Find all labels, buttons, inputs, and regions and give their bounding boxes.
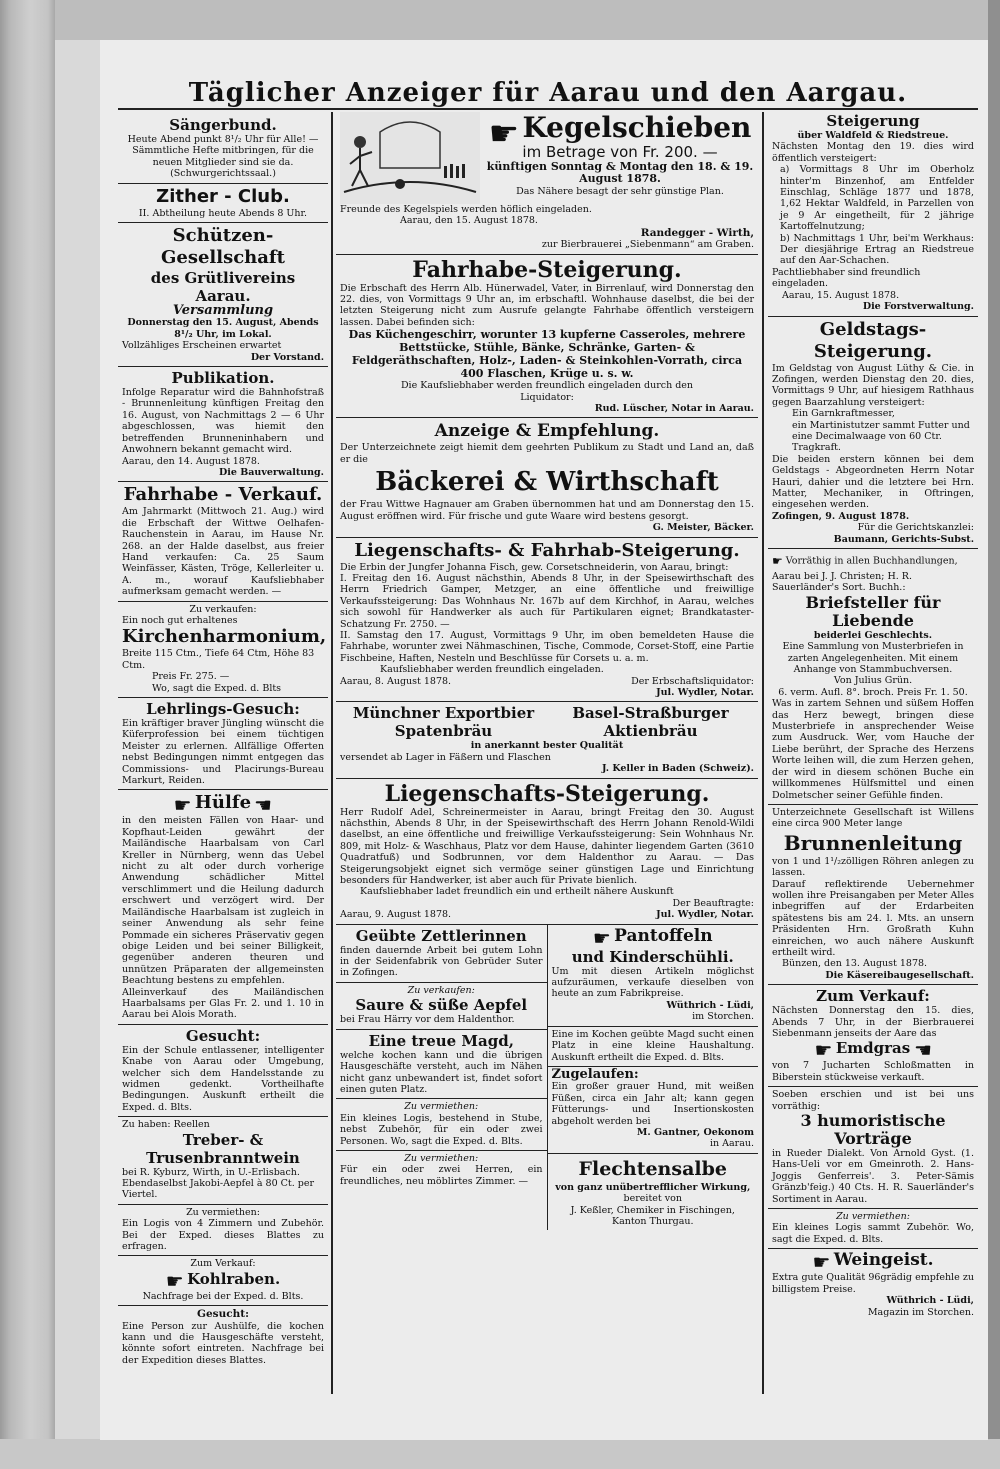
ad-title: Münchner Exportbier (352, 704, 535, 723)
ad-text: finden dauernde Arbeit bei gutem Lohn in der Seidenfabrik von Gebrüder Suter in Zofingen. (340, 944, 543, 979)
ad-title: Zugelaufen: (551, 1066, 639, 1082)
ad-zimmer (336, 1151, 547, 1190)
ad-text-row (772, 551, 974, 594)
ad-liegenschaft-steigerung (336, 779, 758, 925)
ad-text: Eine Person zur Aushülfe, die kochen kann und die Hausgeschäfte versteht, könnte sofort eintreten. Nachfrage bei der Expedition dieses Blattes. (122, 1320, 324, 1366)
ad-title: Zum Verkauf: (816, 987, 930, 1006)
ad-title-row (122, 792, 324, 818)
ad-text: II. Abtheilung heute Abends 8 Uhr. (138, 207, 308, 219)
ad-text: Heute Abend punkt 8¹/₂ Uhr für Alle! — Sämmtliche Hefte mitbringen, für die neuen Mitglieder sind sie da. (Schwurgerichtssaal.) (127, 134, 319, 180)
ad-text: Herr Rudolf Adel, Schreinermeister in Aarau, bringt Freitag den 30. August nächsthin, Abends 8 Uhr, in der Speisewirthschaft des Herrn Johann Renold-Wildi daselbst, an eine öffentliche und freiwillige Verkaufssteigerung: Sein Wohnhaus Nr. 809, mit Holz- & Waschhaus, Platz vor dem Hause, dahinter liegendem Garten (3610 Quadratfuß) und Sodbrunnen, vor dem Haldenthor zu Aarau. — Das Steigerungsobjekt eignet sich vermöge seiner günstigen Lage und Einrichtung besonders für Handwerker, ist aber auch für Private bienlich. (340, 806, 754, 887)
ad-text: Die beiden erstern können bei dem Geldstags - Abgeordneten Herrn Notar Hauri, dahier und die letztere bei Hrn. Matter, Mechaniker, in Oftringen, eingesehen werden. (772, 453, 974, 511)
ad-text: Nachfrage bei der Exped. d. Blts. (142, 1290, 304, 1302)
ad-title: Pantoffeln (614, 925, 713, 946)
ad-date: Aarau, den 15. August 1878. (400, 215, 538, 227)
ad-logis (118, 1205, 328, 1257)
ad-text: I. Freitag den 16. August nächsthin, Abends 8 Uhr, in der Speisewirthschaft des Herrn Friedrich Gamper, Metzger, an eine öffentliche und freiwillige Verkaufssteigerung: Das Wohnhaus Nr. 167b auf dem Kirchhof, in Aarau, welches sich sowohl für Handwerker als auch für Partikularen eignet; Brandkataster-Schatzung Fr. 2750. — (340, 572, 754, 630)
ad-lehrling (118, 698, 328, 790)
ad-price: Preis Fr. 275. — (152, 671, 230, 683)
ad-text: Alleinverkauf des Mailändischen Haarbalsams per Glas Fr. 2. und 1. 10 in Aarau bei Alois Morath. (122, 986, 324, 1021)
ad-treber (118, 1117, 328, 1205)
ad-signature: Jul. Wydler, Notar. (656, 686, 754, 698)
ad-text: Das Nähere besagt der sehr günstige Plan. (516, 185, 724, 197)
ad-text: von 1 und 1¹/₂zölligen Röhren anlegen zu lassen. (772, 855, 974, 879)
ad-zither (118, 184, 328, 223)
ad-text: Die Kaufsliebhaber werden freundlich eingeladen durch den (400, 380, 694, 392)
ad-text: Nächsten Donnerstag den 15. dies, Abends 7 Uhr, in der Bierbrauerei Siebenmann jenseits der Aare das (772, 1005, 974, 1039)
ad-title-row (122, 1270, 324, 1291)
ad-heading: Zu vermiethen: (186, 1206, 260, 1218)
ad-text: Eine im Kochen geübte Magd sucht einen Platz in eine kleine Haushaltung. Auskunft ertheilt die Exped. d. Blts. (551, 1028, 754, 1063)
ad-text: in anerkannt bester Qualität (470, 740, 624, 752)
ad-title: Basel-Straßburger (572, 704, 729, 723)
ad-subtitle: und Kinderschühli. (571, 947, 734, 966)
ad-heading: Zu verkaufen: (407, 984, 475, 996)
ad-title: Fahrhabe - Verkauf. (123, 484, 323, 506)
ad-footer (340, 909, 754, 920)
ad-title: Fahrhabe-Steigerung. (412, 256, 682, 283)
ad-signature: Kanton Thurgau. (611, 1215, 694, 1227)
ad-text: bei Frau Härry vor dem Haldenthor. (340, 1014, 515, 1026)
ad-briefsteller (768, 549, 978, 805)
ad-text: der Frau Wittwe Hagnauer am Graben übernommen hat und am Donnerstag den 15. August eröffnen wird. Für frische und gute Waare wird bestens gesorgt. (340, 499, 754, 522)
ad-waldfeld-steigerung (768, 110, 978, 317)
scan-margin-top (0, 0, 1000, 40)
bowling-illustration-icon (340, 112, 480, 204)
ad-title: 3 humoristische Vorträge (800, 1111, 946, 1149)
ad-text: Im Geldstag von August Lüthy & Cie. in Zofingen, werden Dienstag den 20. dies, Vormittags 9 Uhr, auf hiesigem Rathhaus gegen Baarzahlung versteigert: (772, 362, 974, 408)
ad-magd (336, 1030, 547, 1100)
ad-heading: Der Erbschaftsliquidator: (631, 675, 754, 687)
scan-binding-left (0, 0, 55, 1469)
ad-title: Lehrlings-Gesuch: (146, 700, 300, 718)
ad-item: Ein Garnkraftmesser, (792, 408, 895, 420)
ad-harmonium (118, 602, 328, 698)
ad-heading: Zum Verkauf: (190, 1258, 256, 1270)
ad-text: bei R. Kyburz, Wirth, in U.-Erlisbach. (122, 1166, 300, 1178)
ad-title: Steigerung (826, 112, 920, 130)
ad-date: Aarau, den 14. August 1878. (122, 455, 260, 467)
ad-text: Soeben erschien und ist bei uns vorräthig: (772, 1089, 974, 1112)
ad-magd-2 (548, 1027, 759, 1067)
ad-kohlraben (118, 1256, 328, 1306)
ad-subtitle: beiderlei Geschlechts. (813, 629, 933, 641)
scan-margin-right (988, 0, 1000, 1469)
ad-aepfel (336, 983, 547, 1030)
ad-heading: Zu haben: Reellen (122, 1119, 210, 1131)
ad-huelfe (118, 790, 328, 1024)
ad-title: Kohlraben. (187, 1269, 281, 1288)
scan-margin-bottom (0, 1439, 1000, 1469)
ad-geldstag (768, 317, 978, 550)
ad-item: b) Nachmittags 1 Uhr, bei'm Werkhaus: Der diesjährige Ertrag an Riedstreue auf den Aar-Schachen. (780, 232, 974, 267)
ad-signature: Der Vorstand. (250, 351, 324, 363)
ad-publikation (118, 367, 328, 482)
ad-emdgras (768, 985, 978, 1087)
ad-signature: Randegger - Wirth, (640, 226, 754, 239)
ad-signature: Die Forstverwaltung. (862, 301, 974, 313)
ad-heading: Für die Gerichtskanzlei: (857, 522, 974, 534)
ad-grid-bottom (336, 925, 758, 1231)
ad-signature: Baumann, Gerichts-Subst. (833, 533, 974, 545)
ad-title: Geübte Zettlerinnen (355, 926, 527, 945)
ad-text: Die Erbschaft des Herrn Alb. Hünerwadel, Vater, in Birrenlauf, wird Donnerstag den 22. dies, von Vormittags 9 Uhr an, im erbschaftl. Wohnhause daselbst, die bei der letzten Steigerung nicht zum Ausrufe gelangte Fahrhabe öffentlich versteigern lassen. Dabei befinden sich: (340, 282, 754, 328)
ad-signature: in Aarau. (709, 1138, 754, 1150)
ad-text: Infolge Reparatur wird die Bahnhofstraß - Brunnenleitung künftigen Freitag den 16. August, von Nachmittags 2 — 6 Uhr abgeschlossen, was hiemit den betreffenden Brunneninhabern und Anwohnern bekannt gemacht wird. (122, 387, 324, 456)
ad-gesucht (118, 1025, 328, 1117)
pointing-hand-icon: ☛ (592, 925, 611, 950)
ad-signature: zur Bierbrauerei „Siebenmann“ am Graben. (541, 239, 754, 251)
ad-liegenschaft-fahrhab (336, 538, 758, 703)
pointing-hand-icon: ☛ (812, 1250, 831, 1275)
ad-title: Briefsteller für Liebende (805, 592, 941, 630)
ad-saengerbund (118, 114, 328, 184)
pointing-hand-icon: ☛ (814, 1038, 833, 1063)
pointing-hand-icon: ☛ (254, 793, 273, 818)
ad-title-row (340, 704, 754, 740)
ad-title: Liegenschafts-Steigerung. (384, 780, 710, 807)
ad-subcolumn-right (547, 925, 759, 1231)
ad-logis-2 (336, 1099, 547, 1151)
ad-title-row (772, 1038, 974, 1063)
column-rule-1 (331, 112, 333, 1394)
ad-title-big: Emdgras (835, 1039, 911, 1058)
column-left (118, 114, 328, 1369)
ad-text: welche kochen kann und die übrigen Hausgeschäfte versteht, auch im Nähen nicht ganz unbewandert ist, findet sofort einen guten Platz. (340, 1049, 543, 1095)
ad-title: Liegenschafts- & Fahrhab-Steigerung. (354, 539, 740, 561)
ad-zettlerinnen (336, 925, 547, 983)
pointing-hand-icon: ☛ (488, 114, 520, 154)
ad-items: Das Küchengeschirr, worunter 13 kupferne Casseroles, mehrere Bettstücke, Stühle, Bänke, Schränke, Garten- & Feldgeräthschaften, Holz-, Laden- & Steinkohlen-Vorrath, circa 400 Flaschen, Krüge u. s. w. (348, 328, 746, 381)
ad-signature: J. Keßler, Chemiker in Fischingen, (570, 1204, 735, 1216)
pointing-hand-icon: ☛ (173, 793, 192, 818)
ad-text: Ein kleines Logis sammt Zubehör. Wo, sagt die Exped. d. Blts. (772, 1222, 974, 1245)
ad-heading: Zu vermiethen: (404, 1152, 479, 1164)
ad-author: Von Julius Grün. (833, 675, 913, 687)
ad-pantoffeln (548, 925, 759, 1027)
pointing-hand-icon: ☛ (772, 554, 783, 568)
ad-title: Sängerbund. (169, 116, 277, 134)
ad-title: Schützen-Gesellschaft (161, 225, 285, 269)
ad-title: Eine treue Magd, (368, 1031, 514, 1050)
ad-title: Gesucht: (197, 1308, 249, 1321)
ad-text: Ein kräftiger braver Jüngling wünscht die Küferprofession bei einem tüchtigen Meister zu erlernen. Allfällige Offerten nebst Bedingungen nimmt entgegen das Commissions- und Placirungs-Bureau Markurt, Reiden. (122, 718, 324, 787)
ad-text: Ein großer grauer Hund, mit weißen Füßen, circa ein Jahr alt; kann gegen Fütterungs- und Insertionskosten abgeholt werden bei (551, 1081, 754, 1127)
ad-logis-3 (768, 1209, 978, 1249)
ad-heading: Liquidator: (520, 391, 574, 403)
ad-title: Treber- & Trusenbranntwein (146, 1130, 300, 1167)
column-right (768, 110, 978, 1321)
ad-fahrhabe-verkauf (118, 482, 328, 601)
ad-text: Der Unterzeichnete zeigt hiemit dem geehrten Publikum zu Stadt und Land an, daß er die (340, 442, 754, 465)
ad-text: Freunde des Kegelspiels werden höflich eingeladen. (340, 204, 592, 215)
ad-text: Was in zartem Sehnen und süßem Hoffen das Herz bewegt, bringen diese Musterbriefe in ansprechender Weise zum Ausdruck. Wer, vom Hauche der Liebe berührt, der Sprache des Herzens Worte leihen will, die zum Herzen gehen, der wird in diesem schönen Buche ein willkommenes Hülfsmittel und einen Dolmetscher seiner Gefühle finden. (772, 698, 974, 801)
pointing-hand-icon: ☛ (165, 1268, 184, 1293)
ad-text: versendet ab Lager in Fäßern und Flaschen (340, 751, 551, 763)
ad-text: Ein Logis von 4 Zimmern und Zubehör. Bei der Exped. dieses Blattes zu erfragen. (122, 1218, 324, 1253)
ad-text: Am Jahrmarkt (Mittwoch 21. Aug.) wird die Erbschaft der Wittwe Oelhafen-Rauchenstein in Aarau, im Hause Nr. 268. an der Halde daselbst, aus freier Hand verkaufen: Ca. 25 Saum Weinfässer, Kästen, Tröge, Kellerleiter u. A. m., worauf Kaufsliebhaber aufmerksam gemacht werden. — (122, 506, 324, 598)
ad-text: Kaufsliebhaber ladet freundlich ein und ertheilt nähere Auskunft (360, 886, 674, 898)
ad-bier (336, 702, 758, 778)
ad-heading: Versammlung (172, 303, 274, 319)
ad-text: Pachtliebhaber sind freundlich eingeladen. (772, 266, 921, 290)
ad-item: a) Vormittags 8 Uhr im Oberholz hinter'm Binzenhof, am Entfelder Einschlag, Schläge 1877 und 1878, 1,62 Hektar Waldfeld, in Parzellen von je 9 Ar eingetheilt, für 2 jährige Kartoffelnutzung; (780, 164, 974, 233)
ad-contact: Wo, sagt die Exped. d. Blts (152, 682, 282, 694)
ad-title: Zither - Club. (156, 185, 290, 207)
ad-text: in Rueder Dialekt. Von Arnold Gyst. (1. Hans-Ueli vor em Gmeinroth. 2. Hans-Joggis Genferreis'. 3. Peter-Sämis Gränzb'feig.) 40 Cts. H. R. Sauerländer's Sortiment in Aarau. (772, 1148, 974, 1205)
ad-price: 6. verm. Aufl. 8°. broch. Preis Fr. 1. 50. (778, 686, 968, 698)
ad-title: Kirchenharmonium, (122, 626, 327, 648)
ad-schuetzen (118, 223, 328, 367)
ad-text: im Betrage von Fr. 200. — (522, 143, 718, 161)
ad-signature: Jul. Wydler, Notar. (656, 909, 754, 921)
ad-title-row (552, 927, 755, 948)
ad-title: Kegelschieben (522, 111, 752, 144)
ad-footer (340, 676, 754, 687)
ad-title-left (340, 704, 547, 740)
ad-text: Ein noch gut erhaltenes (122, 614, 238, 626)
ad-text: Unterzeichnete Gesellschaft ist Willens eine circa 900 Meter lange (772, 806, 974, 830)
ad-text: Um mit diesen Artikeln möglichst aufzuräumen, verkaufe dieselben von heute an zum Fabrikpreise. (551, 965, 754, 1000)
ad-text: II. Samstag den 17. August, Vormittags 9 Uhr, im oben bemeldeten Hause die Fahrhabe, worunter zwei Nähmaschinen, Tische, Commode, Corset-Stoff, eine Partie Fischbeine, Haften, Nesteln und Beschlüsse für Corsets u. a. m. (340, 629, 754, 664)
ad-text: Für ein oder zwei Herren, ein freundliches, neu möblirtes Zimmer. — (340, 1164, 543, 1187)
ad-signature: Wüthrich - Lüdi, (666, 999, 754, 1011)
ad-text: Eine Sammlung von Musterbriefen in zarten Angelegenheiten. Mit einem Anhange von Stammbuchversen. (782, 641, 964, 676)
ad-text: von 7 Jucharten Schloßmatten in Biberstein stückweise verkauft. (772, 1060, 974, 1083)
ad-heading: Zu verkaufen: (189, 603, 257, 615)
ad-text: Die Erbin der Jungfer Johanna Fisch, gew. Corsetschneiderin, von Aarau, bringt: (340, 561, 729, 573)
ad-text: Vorräthig in allen Buchhandlungen, Aarau bei J. J. Christen; H. R. Sauerländer's Sort. Buchh.: (772, 555, 958, 594)
ad-text: Vollzähliges Erscheinen erwartet (122, 340, 282, 352)
ad-date: Aarau, 8. August 1878. (340, 675, 452, 687)
ad-signature: im Storchen. (692, 1011, 754, 1023)
ad-text: Kaufsliebhaber werden freundlich eingeladen. (380, 664, 604, 676)
ad-text: Breite 115 Ctm., Tiefe 64 Ctm, Höhe 83 Ctm. (122, 648, 315, 671)
ad-signature: Magazin im Storchen. (867, 1306, 974, 1318)
ad-signature: J. Keller in Baden (Schweiz). (601, 763, 754, 775)
ad-text: Darauf reflektirende Uebernehmer wollen ihre Preisangaben per Meter Alles inbegriffen auf der Erdarbeiten spätestens bis am 24. l. Mts. an unsern Präsidenten Hrn. Großrath Kuhn einreichen, wo auch nähere Auskunft ertheilt wird. (772, 878, 974, 958)
column-middle (336, 110, 758, 1230)
masthead-title: Täglicher Anzeiger für Aarau und den Aargau. (188, 78, 908, 108)
ad-subtitle: über Waldfeld & Riedstreue. (797, 130, 949, 141)
ad-title: Aktienbräu (603, 722, 698, 741)
ad-title-right (547, 704, 754, 740)
ad-text: Ein der Schule entlassener, intelligenter Knabe von Aarau oder Umgebung, welcher sich dem Handelsstande zu widmen gedenkt. Vortheilhafte Bedingungen. Auskunft ertheilt die Exped. d. Blts. (122, 1044, 324, 1113)
ad-title: Spatenbräu (394, 722, 493, 741)
ad-signature: G. Meister, Bäcker. (652, 522, 754, 534)
ad-text: Extra gute Qualität 96grädig empfehle zu billigstem Preise. (772, 1272, 974, 1295)
ad-title: Publikation. (171, 369, 275, 388)
ad-item: ein Martinistutzer sammt Futter und (792, 419, 970, 431)
ad-title: Saure & süße Aepfel (355, 996, 528, 1015)
ad-text: Nächsten Montag den 19. dies wird öffentlich versteigert: (772, 141, 974, 164)
ad-hund (548, 1067, 759, 1154)
ad-baeckerei (336, 418, 758, 537)
ad-text: künftigen Sonntag & Montag den 18. & 19. August 1878. (486, 160, 754, 186)
ad-fahrhabe-steigerung (336, 255, 758, 419)
ad-title: Brunnenleitung (783, 830, 963, 855)
ad-date: Zofingen, 9. August 1878. (772, 510, 910, 522)
ad-flechtensalbe (548, 1154, 759, 1231)
ad-brunnenleitung (768, 805, 978, 985)
ad-heading: Zu vermiethen: (404, 1101, 479, 1113)
ad-date: Aarau, 9. August 1878. (340, 909, 452, 921)
ad-title: Geldstags-Steigerung. (813, 318, 933, 362)
ad-item: eine Decimalwaage von 60 Ctr. Tragkraft. (792, 430, 942, 454)
ad-text: von ganz unübertrefflicher Wirkung, (555, 1181, 751, 1193)
ad-text: in den meisten Fällen von Haar- und Kopfhaut-Leiden gewährt der Mailändische Haarbalsam von Carl Kreller in Nürnberg, wenn das Uebel nicht zu alt oder durch vorherige Anwendung schädlicher Mittel verschlimmert und die Heilung dadurch erschwert und verzögert wird. Der Mailändische Haarbalsam ist zugleich in seiner Anwendung als sehr feine Pommade ein sicheres Präservativ gegen obige Leiden und bei seiner Billigkeit, gegenüber anderen theuren und unnützen Präparaten der allgemeinsten Beachtung bestens zu empfehlen. (122, 815, 324, 987)
ad-title: Flechtensalbe (578, 1157, 727, 1180)
pointing-hand-icon: ☛ (913, 1038, 932, 1063)
ad-vortraege (768, 1087, 978, 1209)
ad-heading: Der Beauftragte: (672, 897, 754, 909)
ad-subcolumn-left (336, 925, 547, 1231)
ad-title-big: Bäckerei & Wirthschaft (375, 467, 719, 498)
ad-gesucht-2 (118, 1306, 328, 1369)
ad-kegelschieben (336, 110, 758, 255)
ad-title: Gesucht: (185, 1026, 261, 1045)
ad-title: Weingeist. (833, 1250, 934, 1271)
ad-date: Bünzen, den 13. August 1878. (782, 958, 928, 970)
ad-date: Aarau, 15. August 1878. (782, 289, 900, 301)
ad-title: Anzeige & Empfehlung. (434, 421, 660, 442)
column-rule-2 (762, 112, 764, 1394)
ad-text: bereitet von (623, 1193, 682, 1205)
ad-heading: Zu vermiethen: (836, 1211, 910, 1223)
ad-signature: Wüthrich - Lüdi, (886, 1295, 974, 1307)
ad-weingeist (768, 1249, 978, 1321)
ad-subtitle: des Grütlivereins Aarau. (150, 269, 296, 306)
ad-signature: Die Bauverwaltung. (219, 466, 324, 478)
ad-title-row (772, 1250, 974, 1275)
ad-text: Ein kleines Logis, bestehend in Stube, nebst Zubehör, für ein oder zwei Personen. Wo, sagt die Exped. d. Blts. (340, 1112, 543, 1147)
ad-text: Donnerstag den 15. August, Abends 8¹/₂ Uhr, im Lokal. (127, 317, 319, 340)
ad-signature: M. Gantner, Oekonom (636, 1126, 754, 1138)
ad-title: Hülfe (194, 792, 252, 814)
ad-signature: Rud. Lüscher, Notar in Aarau. (594, 403, 754, 415)
ad-signature: Die Käsereibaugesellschaft. (825, 969, 974, 981)
ad-text: Ebendaselbst Jakobi-Aepfel à 80 Ct. per Viertel. (122, 1178, 315, 1201)
